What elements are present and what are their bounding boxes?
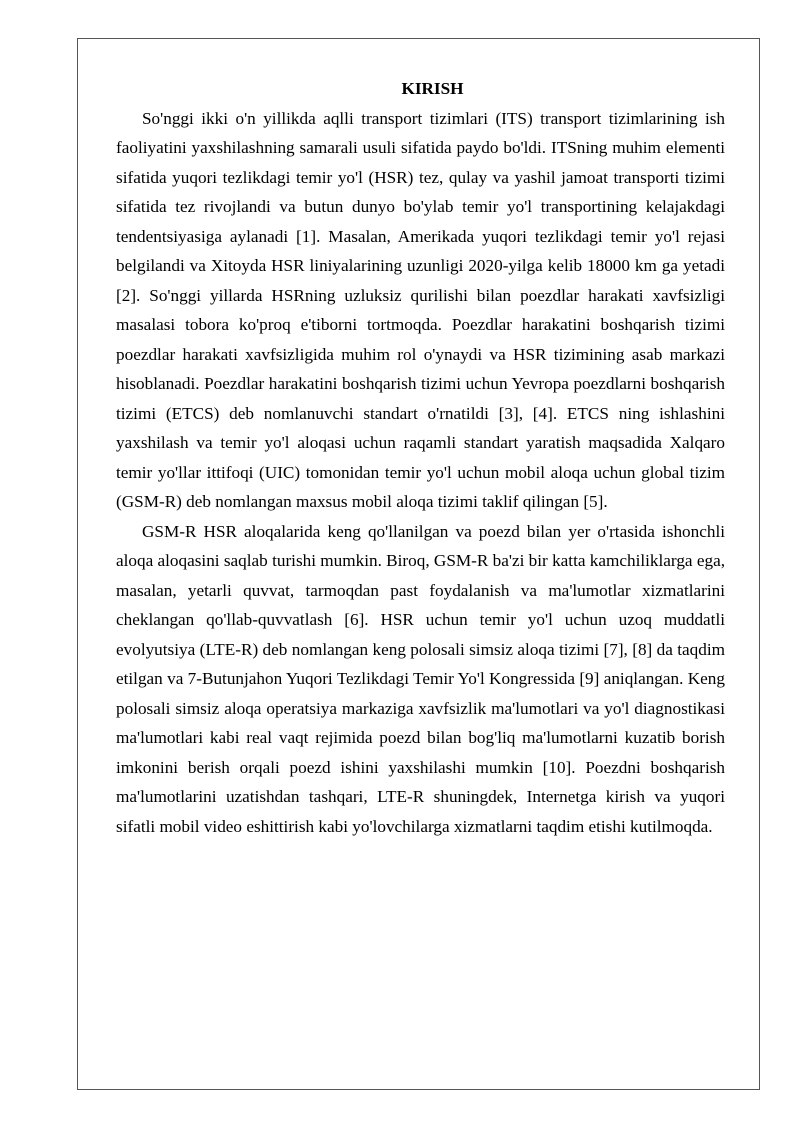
document-title: KIRISH bbox=[401, 79, 464, 98]
paragraph-1: So'nggi ikki o'n yillikda aqlli transport tizimlari (ITS) transport tizimlarining ish faoliyatini yaxshilashning samarali usuli sifatida paydo bo'ldi. ITSning muhim elementi sifatida yuqori tezlikdagi temir yo'l (HSR) tez, qulay va yashil jamoat transporti tizimi sifatida tez rivojlandi va butun dunyo bo'ylab temir yo'l transportining kelajakdagi tendentsiyasiga aylanadi [1]. Masalan, Amerikada yuqori tezlikdagi temir yo'l rejasi belgilandi va Xitoyda HSR liniyalarining uzunligi 2020-yilga kelib 18000 km ga yetadi [2]. So'nggi yillarda HSRning uzluksiz qurilishi bilan poezdlar harakati xavfsizligi masalasi tobora ko'proq e'tiborni tortmoqda. Poezdlar harakatini boshqarish tizimi poezdlar harakati xavfsizligida muhim rol o'ynaydi va HSR tizimining asab markazi hisoblanadi. Poezdlar harakatini boshqarish tizimi uchun Yevropa poezdlarni boshqarish tizimi (ETCS) deb nomlanuvchi standart o'rnatildi [3], [4]. ETCS ning ishlashini yaxshilash va temir yo'l aloqasi uchun raqamli standart yaratish maqsadida Xalqaro temir yo'llar ittifoqi (UIC) tomonidan temir yo'l uchun mobil aloqa uchun global tizim (GSM-R) deb nomlangan maxsus mobil aloqa tizimi taklif qilingan [5]. bbox=[116, 108, 725, 511]
document-body bbox=[116, 74, 725, 841]
paragraph-2: GSM-R HSR aloqalarida keng qo'llanilgan va poezd bilan yer o'rtasida ishonchli aloqa aloqasini saqlab turishi mumkin. Biroq, GSM-R ba'zi bir katta kamchiliklarga ega, masalan, yetarli quvvat, tarmoqdan past foydalanish va ma'lumotlar xizmatlarini cheklangan qo'llab-quvvatlash [6]. HSR uchun temir yo'l uchun uzoq muddatli evolyutsiya (LTE-R) deb nomlangan keng polosali simsiz aloqa tizimi [7], [8] da taqdim etilgan va 7-Butunjahon Yuqori Tezlikdagi Temir Yo'l Kongressida [9] aniqlangan. Keng polosali simsiz aloqa operatsiya markaziga xavfsizlik ma'lumotlari va yo'l diagnostikasi ma'lumotlari kabi real vaqt rejimida poezd bilan bog'liq ma'lumotlarni kuzatib borish imkonini berish orqali poezd ishini yaxshilashi mumkin [10]. Poezdni boshqarish ma'lumotlarini uzatishdan tashqari, LTE-R shuningdek, Internetga kirish va yuqori sifatli mobil video eshittirish kabi yo'lovchilarga xizmatlarni taqdim etishi kutilmoqda. bbox=[116, 521, 725, 836]
